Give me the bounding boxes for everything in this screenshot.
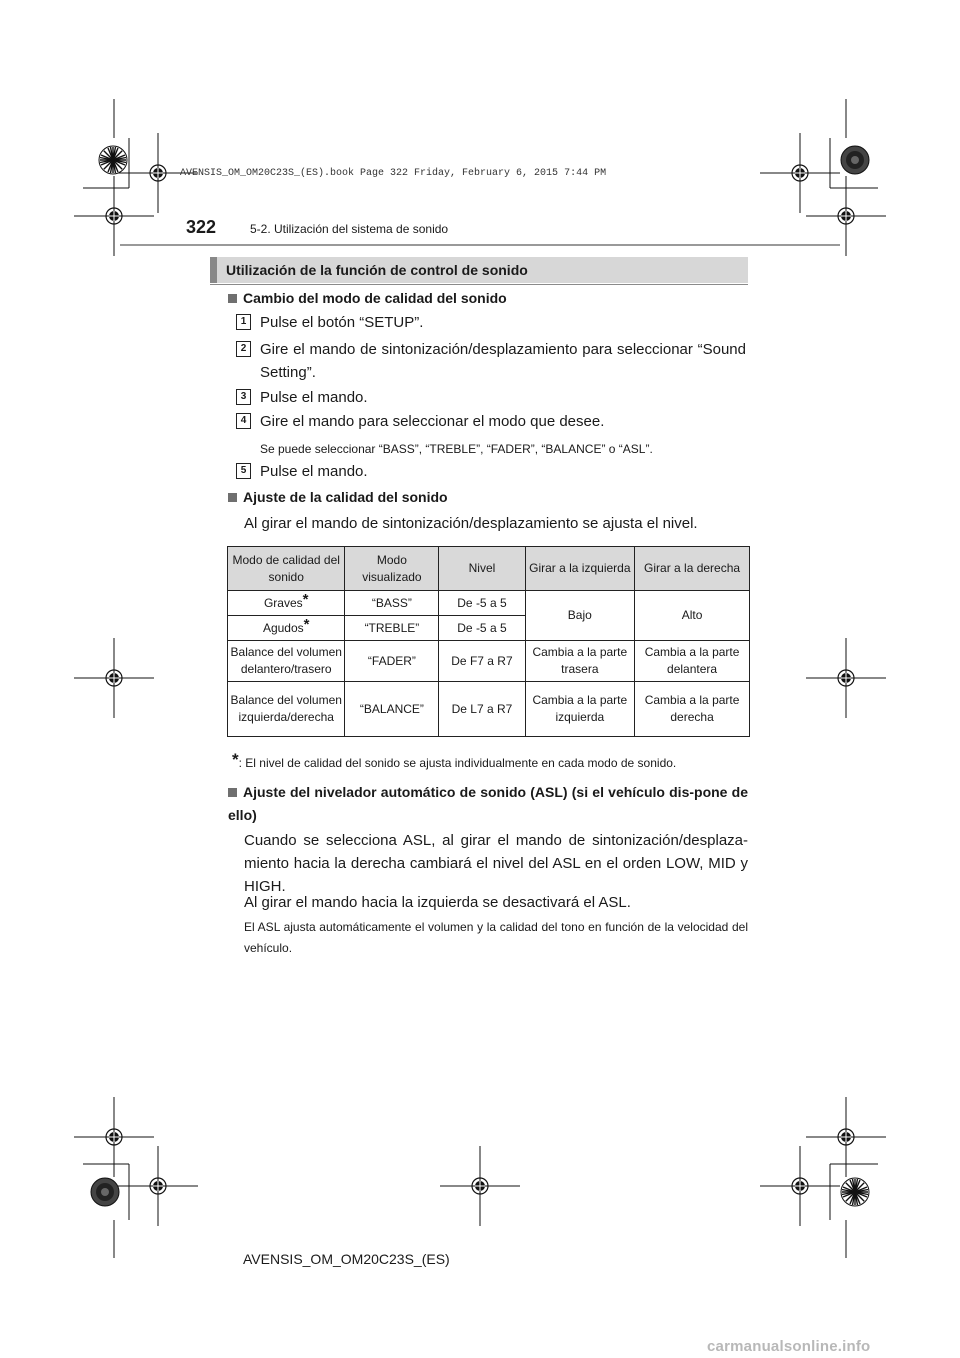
table-cell: Bajo: [525, 591, 635, 641]
table-row: [228, 591, 750, 616]
step-number-3: 3: [236, 389, 251, 405]
table-cell: De F7 a R7: [439, 641, 525, 682]
table-cell: Cambia a la parte izquierda: [525, 682, 635, 737]
table-header: Girar a la izquierda: [525, 547, 635, 591]
table-cell: Balance del volumen izquierda/derecha: [228, 682, 345, 737]
adjust-text: Al girar el mando de sintonización/desplazamiento se ajusta el nivel.: [244, 515, 698, 532]
table-header-row: [228, 547, 750, 591]
table-cell: “BALANCE”: [345, 682, 439, 737]
subheading-text: Ajuste del nivelador automático de sonido (ASL) (si el vehículo dis-pone de ello): [228, 784, 748, 823]
table-header: Modo visualizado: [345, 547, 439, 591]
square-bullet-icon: [228, 493, 237, 502]
table-footnote: [232, 750, 677, 770]
chapter-title: 5-2. Utilización del sistema de sonido: [250, 222, 449, 236]
table-row: [228, 682, 750, 737]
table-cell: Balance del volumen delantero/trasero: [228, 641, 345, 682]
step-3-text: Pulse el mando.: [260, 389, 368, 406]
asl-text-2: Al girar el mando hacia la izquierda se desactivará el ASL.: [244, 894, 631, 911]
square-bullet-icon: [228, 788, 237, 797]
asterisk-mark: *: [302, 590, 309, 608]
asterisk-mark: *: [232, 750, 239, 769]
cell-text: Graves: [263, 595, 303, 610]
table-cell: De -5 a 5: [439, 591, 525, 616]
asl-text: Cuando se selecciona ASL, al girar el mando de sintonización/desplaza-miento hacia la derecha cambiará el nivel del ASL en el orden LOW, MID y HIGH.: [244, 832, 748, 895]
step-5-text: Pulse el mando.: [260, 463, 368, 480]
step-number-4: 4: [236, 413, 251, 429]
header-rule: [120, 244, 840, 246]
print-info: AVENSIS_OM_OM20C23S_(ES).book Page 322 Friday, February 6, 2015 7:44 PM: [180, 168, 607, 179]
sound-settings-table: [227, 546, 750, 737]
step-1-text: Pulse el botón “SETUP”.: [260, 314, 424, 331]
square-bullet-icon: [228, 294, 237, 303]
table-cell: “TREBLE”: [345, 616, 439, 641]
table-cell: Alto: [635, 591, 750, 641]
table-cell: [228, 591, 345, 616]
subheading-text: Ajuste de la calidad del sonido: [243, 489, 448, 505]
subheading-mode-change: [228, 290, 507, 306]
watermark: carmanualsonline.info: [707, 1338, 871, 1355]
section-heading: [210, 257, 748, 283]
table-cell: “FADER”: [345, 641, 439, 682]
asterisk-mark: *: [303, 615, 310, 633]
table-cell: De L7 a R7: [439, 682, 525, 737]
subheading-asl: [228, 781, 748, 827]
step-4-note: Se puede seleccionar “BASS”, “TREBLE”, “FADER”, “BALANCE” o “ASL”.: [260, 442, 653, 456]
table-cell: Cambia a la parte trasera: [525, 641, 635, 682]
table-header: Girar a la derecha: [635, 547, 750, 591]
footer-book-code: AVENSIS_OM_OM20C23S_(ES): [243, 1251, 450, 1267]
table-cell: Cambia a la parte derecha: [635, 682, 750, 737]
step-number-1: 1: [236, 314, 251, 330]
step-number-2: 2: [236, 341, 251, 357]
step-2-text: Gire el mando de sintonización/desplazamiento para seleccionar “Sound Setting”.: [260, 341, 746, 381]
table-header: Nivel: [439, 547, 525, 591]
step-number-5: 5: [236, 463, 251, 479]
footnote-text: : El nivel de calidad del sonido se ajusta individualmente en cada modo de sonido.: [238, 756, 677, 770]
table-cell: Cambia a la parte delantera: [635, 641, 750, 682]
table-row: [228, 641, 750, 682]
table-cell: “BASS”: [345, 591, 439, 616]
asl-note: El ASL ajusta automáticamente el volumen y la calidad del tono en función de la velocidad del vehículo.: [244, 920, 748, 955]
table-header: Modo de calidad del sonido: [228, 547, 345, 591]
cell-text: Agudos: [262, 620, 304, 635]
subheading-adjust: [228, 489, 448, 505]
table-cell: [228, 616, 345, 641]
subheading-text: Cambio del modo de calidad del sonido: [243, 290, 507, 306]
table-cell: De -5 a 5: [439, 616, 525, 641]
section-heading-text: Utilización de la función de control de sonido: [226, 262, 528, 278]
page-number: 322: [186, 217, 217, 237]
step-4-text: Gire el mando para seleccionar el modo que desee.: [260, 413, 605, 430]
